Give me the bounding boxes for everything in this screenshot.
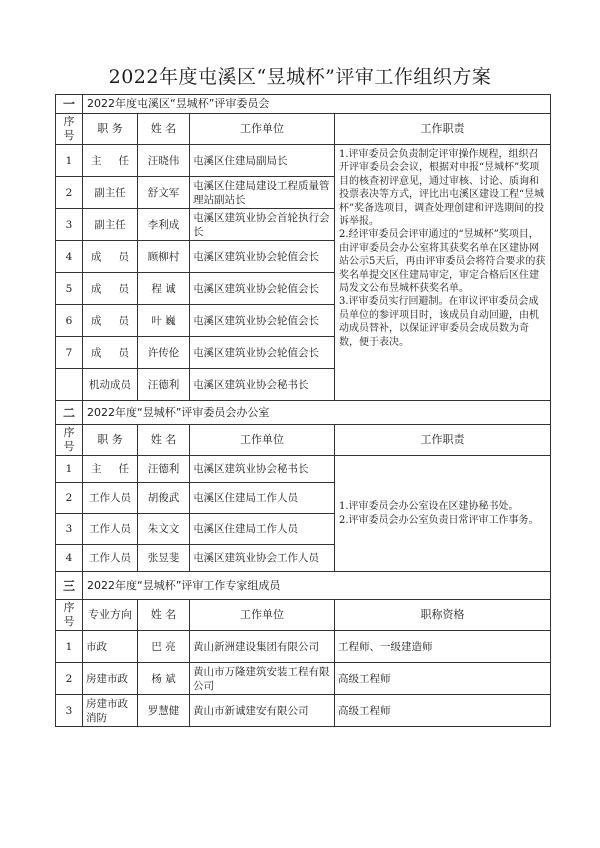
position: 机动成员: [83, 369, 138, 401]
section-title-row: [56, 572, 551, 600]
position: 工作人员: [83, 514, 138, 545]
qualification: 工程师、一级建造师: [335, 631, 551, 663]
column-header: 姓 名: [138, 600, 190, 631]
column-header: 工作单位: [190, 600, 335, 631]
work-unit: 黄山新洲建设集团有限公司: [190, 631, 335, 663]
work-unit: 黄山市新诚建安有限公司: [190, 695, 335, 727]
person-name: 汪晓伟: [138, 145, 190, 177]
work-unit: 屯溪区建筑业协会轮值会长: [190, 241, 335, 273]
section-number: 一: [56, 95, 83, 114]
row-number: 3: [56, 514, 83, 545]
duty-paragraph: 3.评审委员实行回避制。在审议评审委员会成员单位的参评项目时，该成员自动回避，由机动成员替补，以保证评审委员会成员数为奇数，便于表决。: [339, 296, 539, 348]
row-number: 4: [56, 241, 83, 273]
column-header: 工作单位: [190, 114, 335, 145]
work-unit: 屯溪区住建局副局长: [190, 145, 335, 177]
header-row: [56, 600, 551, 631]
person-name: 李利成: [138, 209, 190, 241]
section-title-row: [56, 401, 551, 425]
table-row: [56, 663, 551, 695]
row-number: 7: [56, 337, 83, 369]
position: 工作人员: [83, 483, 138, 514]
column-header: 职 务: [83, 425, 138, 456]
table-row: [56, 695, 551, 727]
position: 成 员: [83, 305, 138, 337]
person-name: 巴 亮: [138, 631, 190, 663]
work-unit: 屯溪区住建局工作人员: [190, 483, 335, 514]
table-row: [56, 631, 551, 663]
column-header: 职称资格: [335, 600, 551, 631]
specialty: 市政: [83, 631, 138, 663]
row-number: 2: [56, 177, 83, 209]
column-header: 工作单位: [190, 425, 335, 456]
person-name: 汪德利: [138, 456, 190, 483]
row-number: 2: [56, 663, 83, 695]
column-header: 工作职责: [335, 425, 551, 456]
section-title: 2022年度“昱城杯”评审委员会办公室: [83, 401, 551, 425]
row-number: 5: [56, 273, 83, 305]
person-name: 程 诚: [138, 273, 190, 305]
person-name: 叶 巍: [138, 305, 190, 337]
row-number: 4: [56, 545, 83, 572]
section-number: 三: [56, 572, 83, 600]
row-number: 2: [56, 483, 83, 514]
work-unit: 屯溪区建筑业协会秘书长: [190, 369, 335, 401]
position: 主 任: [83, 456, 138, 483]
work-unit: 黄山市万隆建筑安装工程有限公司: [190, 663, 335, 695]
person-name: 朱文文: [138, 514, 190, 545]
row-number: 1: [56, 456, 83, 483]
person-name: 胡俊武: [138, 483, 190, 514]
duty-paragraph: 2.经评审委员会评审通过的“昱城杯”奖项目，由评审委员会办公室将其获奖名单在区建协网站公示5天后，再由评审委员会将符合要求的获奖名单提交区住建局审定，审定合格后区住建局发文公布昱城杯获奖名单。: [339, 229, 546, 295]
person-name: 汪德利: [138, 369, 190, 401]
work-unit: 屯溪区建筑业协会轮值会长: [190, 337, 335, 369]
row-number: 3: [56, 209, 83, 241]
work-unit: 屯溪区建筑业协会首轮执行会长: [190, 209, 335, 241]
column-header: 序号: [56, 425, 83, 456]
column-header: 序号: [56, 600, 83, 631]
duty-paragraph: 2.评审委员会办公室负责日常评审工作事务。: [339, 514, 539, 526]
person-name: 张昱斐: [138, 545, 190, 572]
work-unit: 屯溪区住建局工作人员: [190, 514, 335, 545]
page-title: 2022年度屯溪区“昱城杯”评审工作组织方案: [108, 66, 492, 88]
duty-paragraph: 1.评审委员会负责制定评审操作规程，组织召开评审委员会会议，根据对申报“昱城杯”奖项目的核查初评意见，通过审核、讨论、质询和投票表决等方式，评比出屯溪区建设工程“昱城杯”奖备选项目，调查处理创建和评选期间的投诉举报。: [339, 149, 545, 228]
duties-cell: [335, 145, 551, 401]
header-row: [56, 425, 551, 456]
section-title: 2022年度“昱城杯”评审工作专家组成员: [83, 572, 551, 600]
column-header: 序号: [56, 114, 83, 145]
table-row: [56, 145, 551, 177]
specialty: 房建市政消防: [83, 695, 138, 727]
row-number: 3: [56, 695, 83, 727]
position: 成 员: [83, 337, 138, 369]
position: 工作人员: [83, 545, 138, 572]
position: 成 员: [83, 273, 138, 305]
person-name: 舒文军: [138, 177, 190, 209]
position: 主 任: [83, 145, 138, 177]
column-header: 姓 名: [138, 425, 190, 456]
row-number: 1: [56, 145, 83, 177]
position: 成 员: [83, 241, 138, 273]
column-header: 工作职责: [335, 114, 551, 145]
specialty: 房建市政: [83, 663, 138, 695]
header-row: [56, 114, 551, 145]
table-row: [56, 456, 551, 483]
section-title: 2022年度屯溪区“昱城杯”评审委员会: [83, 95, 551, 114]
section-title-row: [56, 95, 551, 114]
person-name: 杨 斌: [138, 663, 190, 695]
column-header: 姓 名: [138, 114, 190, 145]
column-header: 职 务: [83, 114, 138, 145]
work-unit: 屯溪区建筑业协会秘书长: [190, 456, 335, 483]
work-unit: 屯溪区住建局建设工程质量管理站副站长: [190, 177, 335, 209]
position: 副主任: [83, 177, 138, 209]
duties-cell: [335, 456, 551, 572]
work-unit: 屯溪区建筑业协会轮值会长: [190, 273, 335, 305]
column-header: 专业方向: [83, 600, 138, 631]
person-name: 罗慧健: [138, 695, 190, 727]
work-unit: 屯溪区建筑业协会轮值会长: [190, 305, 335, 337]
organization-table: [55, 94, 551, 727]
duty-paragraph: 1.评审委员会办公室设在区建协秘书处。: [339, 501, 519, 513]
qualification: 高级工程师: [335, 695, 551, 727]
row-number: 1: [56, 631, 83, 663]
section-number: 二: [56, 401, 83, 425]
person-name: 顾柳村: [138, 241, 190, 273]
work-unit: 屯溪区建筑业协会工作人员: [190, 545, 335, 572]
qualification: 高级工程师: [335, 663, 551, 695]
person-name: 许传伦: [138, 337, 190, 369]
row-number: 6: [56, 305, 83, 337]
position: 副主任: [83, 209, 138, 241]
row-number: [56, 369, 83, 401]
